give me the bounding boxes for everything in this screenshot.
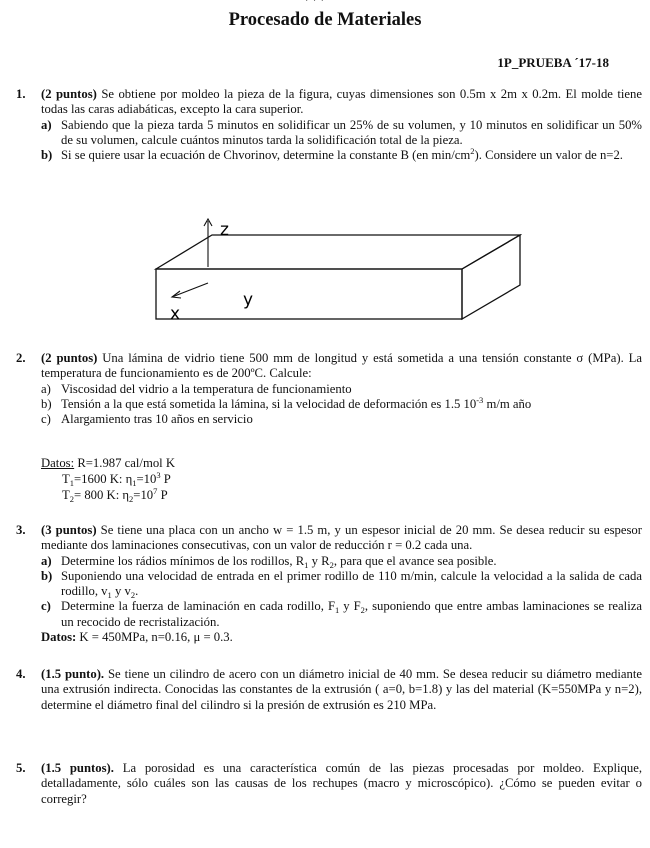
part-letter: c) bbox=[41, 599, 51, 614]
part-text: Tensión a la que está sometida la lámina, si la velocidad de deformación es 1.5 10 bbox=[61, 396, 477, 411]
question-1-part-a bbox=[16, 118, 642, 149]
question-2-statement bbox=[16, 351, 642, 382]
question-number: 3. bbox=[16, 523, 26, 537]
box-top-face bbox=[156, 235, 520, 269]
question-3-part-a bbox=[16, 554, 642, 569]
exam-code: 1P_PRUEBA ´17-18 bbox=[497, 55, 609, 70]
subscript: 1 bbox=[132, 478, 137, 488]
question-points: (2 puntos) bbox=[41, 351, 98, 365]
part-text: , para que el avance sea posible. bbox=[333, 553, 497, 568]
part-letter: a) bbox=[41, 553, 52, 568]
question-4-statement bbox=[16, 667, 642, 713]
part-letter: b) bbox=[41, 568, 53, 583]
question-number: 5. bbox=[16, 761, 26, 775]
data-row-r bbox=[41, 455, 175, 471]
question-number: 4. bbox=[16, 667, 26, 681]
question-text: Una lámina de vidrio tiene 500 mm de longitud y está sometida a una tensión constante σ (MPa). La temperatura de funcionamiento es de 200ºC. Calcule: bbox=[41, 351, 643, 381]
part-letter: b) bbox=[41, 396, 52, 411]
question-3-part-c bbox=[16, 599, 642, 630]
data-text: = 800 K: η bbox=[74, 488, 130, 502]
part-text: Si se quiere usar la ecuación de Chvorinov, determine la constante B (en min/cm bbox=[61, 148, 471, 163]
question-2-part-c bbox=[16, 412, 642, 427]
part-text: y F bbox=[339, 599, 361, 614]
data-text: P bbox=[157, 488, 168, 502]
part-text: Viscosidad del vidrio a la temperatura de funcionamiento bbox=[61, 381, 352, 396]
data-label: Datos: bbox=[41, 456, 75, 470]
data-text: =10 bbox=[133, 488, 154, 502]
box-drawing bbox=[150, 213, 522, 321]
part-text: Determine la fuerza de laminación en cada rodillo, F bbox=[61, 599, 336, 614]
subscript: 1 bbox=[69, 478, 75, 488]
question-5 bbox=[16, 761, 642, 807]
part-text: y R bbox=[308, 553, 330, 568]
question-3-statement bbox=[16, 523, 642, 554]
superscript: -3 bbox=[476, 394, 484, 405]
axis-z-label: z bbox=[220, 220, 229, 240]
part-letter: c) bbox=[41, 412, 51, 427]
data-text: =10 bbox=[136, 472, 157, 486]
part-text: , suponiendo que entre ambas laminaciones se realiza un recocido de recristalización. bbox=[61, 599, 642, 629]
question-3-data bbox=[16, 630, 642, 645]
subscript: 2 bbox=[129, 494, 134, 504]
question-3 bbox=[16, 523, 642, 645]
question-points: (1.5 puntos). bbox=[41, 761, 114, 775]
question-points: (3 puntos) bbox=[41, 523, 97, 537]
question-4 bbox=[16, 667, 642, 713]
superscript: 2 bbox=[470, 146, 475, 157]
question-points: (2 puntos) bbox=[41, 87, 97, 101]
question-number: 2. bbox=[16, 351, 26, 365]
subscript: 2 bbox=[329, 559, 334, 570]
part-figure bbox=[150, 213, 522, 321]
x-axis bbox=[172, 283, 208, 297]
part-text: ). Considere un valor de n=2. bbox=[474, 148, 623, 163]
question-number: 1. bbox=[16, 87, 26, 101]
top-mark: · · · bbox=[305, 0, 325, 7]
question-1-statement bbox=[16, 87, 642, 118]
question-5-statement bbox=[16, 761, 642, 807]
subscript: 1 bbox=[107, 590, 112, 601]
question-2-data bbox=[41, 455, 175, 503]
superscript: 3 bbox=[156, 470, 161, 480]
part-text: Determine los rádios mínimos de los rodillos, R bbox=[61, 553, 305, 568]
data-text: =1600 K: η bbox=[74, 472, 133, 486]
subscript: 2 bbox=[360, 605, 365, 616]
part-text: m/m año bbox=[483, 396, 532, 411]
axis-y-label: y bbox=[243, 290, 254, 310]
data-row-t1 bbox=[41, 471, 175, 487]
subscript: 2 bbox=[69, 494, 75, 504]
data-label: Datos: bbox=[41, 630, 77, 645]
part-letter: a) bbox=[41, 381, 51, 396]
superscript: 7 bbox=[153, 486, 158, 496]
question-text: Se tiene un cilindro de acero con un diámetro inicial de 40 mm. Se desea reducir su diámetro mediante una extrusión indirecta. Conocidas las constantes de la extrusión ( a=0, b=1.8) y las del material (K=550MPa y n=2), determine el diámetro final del cilindro si la presión de extrusión es 210 MPa. bbox=[41, 667, 642, 712]
axis-x-label: x bbox=[170, 304, 181, 321]
box-side-face bbox=[462, 235, 520, 319]
data-value: K = 450MPa, n=0.16, μ = 0.3. bbox=[76, 630, 233, 645]
part-text: Suponiendo una velocidad de entrada en el primer rodillo de 110 m/min, calcule la velocidad a la salida de cada rodillo, v bbox=[61, 568, 642, 599]
part-text: y v bbox=[111, 584, 131, 599]
subscript: 1 bbox=[304, 559, 309, 570]
part-text: . bbox=[135, 584, 139, 599]
question-points: (1.5 punto). bbox=[41, 667, 105, 681]
part-letter: b) bbox=[41, 148, 53, 163]
question-text: Se tiene una placa con un ancho w = 1.5 m, y un espesor inicial de 20 mm. Se desea reducir su espesor mediante dos laminaciones consecutivas, con un valor de reducción r = 0.2 cada una. bbox=[41, 523, 642, 553]
question-2-part-a bbox=[16, 382, 642, 397]
question-2 bbox=[16, 351, 642, 427]
data-text: T bbox=[62, 488, 70, 502]
page-title: Procesado de Materiales bbox=[228, 10, 422, 30]
question-text: La porosidad es una característica común de las piezas procesadas por moldeo. Explique, detalladamente, sólo cuáles son las causas de los rechupes (macro y microscópico). ¿Cómo se pueden evitar o corregir? bbox=[41, 761, 643, 806]
subscript: 1 bbox=[335, 605, 340, 616]
data-text: P bbox=[160, 472, 171, 486]
subscript: 2 bbox=[130, 590, 136, 601]
part-letter: a) bbox=[41, 117, 52, 132]
data-row-t2 bbox=[41, 487, 175, 503]
question-1 bbox=[16, 87, 642, 163]
y-axis bbox=[208, 267, 224, 291]
question-1-part-b bbox=[16, 148, 642, 163]
data-value: R=1.987 cal/mol K bbox=[77, 456, 176, 470]
data-text: T bbox=[62, 472, 70, 486]
part-text: Sabiendo que la pieza tarda 5 minutos en solidificar un 25% de su volumen, y 10 minutos en solidificar un 50% de su volumen, calcule cuántos minutos tarda la solidificación total de la pieza. bbox=[61, 117, 642, 147]
question-text: Se obtiene por moldeo la pieza de la figura, cuyas dimensiones son 0.5m x 2m x 0.2m. El molde tiene todas las caras adiabáticas, excepto la cara superior. bbox=[41, 87, 643, 117]
part-text: Alargamiento tras 10 años en servicio bbox=[61, 412, 253, 427]
box-front-face bbox=[156, 269, 462, 319]
question-3-part-b bbox=[16, 569, 642, 600]
question-2-part-b bbox=[16, 394, 642, 412]
